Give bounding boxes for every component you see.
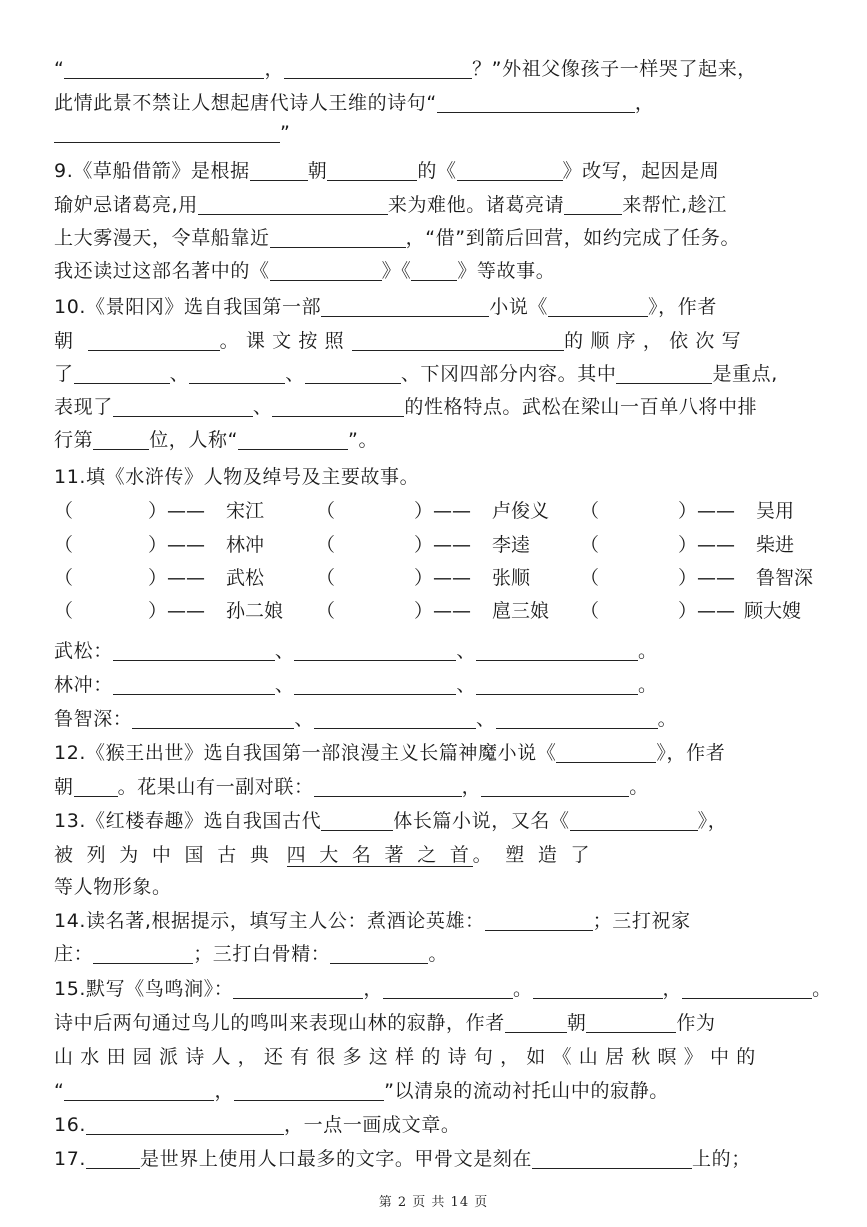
story-label: 鲁智深： [54, 708, 133, 730]
q16-text: 16. [54, 1114, 87, 1136]
answer-blank[interactable] [564, 194, 622, 215]
answer-blank[interactable] [533, 978, 663, 999]
character-name: 宋江 [226, 500, 265, 522]
q16-line [54, 1112, 820, 1138]
q14-text: 14.读名著,根据提示，填写主人公：煮酒论英雄： [54, 910, 485, 932]
bracket-open: （ [580, 500, 600, 522]
q13-text: 13.《红楼春趣》选自我国古代 [54, 810, 322, 832]
bracket-close-dash: ）—— [148, 500, 206, 522]
q9-text: 上大雾漫天，令草船靠近 [54, 227, 270, 249]
q10-line-5 [54, 427, 820, 453]
q15-text: 诗中后两句通过鸟儿的鸣叫来表现山林的寂静，作者 [54, 1012, 505, 1034]
end: 。 [638, 674, 658, 696]
bracket-open: （ [316, 567, 336, 589]
bracket-open: （ [54, 600, 74, 622]
character-name: 孙二娘 [226, 600, 284, 622]
q15-text: ”以清泉的流动衬托山中的寂静。 [384, 1080, 669, 1102]
answer-blank[interactable] [383, 978, 513, 999]
q9-text: 来帮忙,趁江 [622, 194, 727, 216]
q13-underlined-text: 四 大 名 著 之 首 [286, 844, 473, 866]
answer-blank[interactable] [532, 1148, 692, 1169]
q11-title: 11.填《水浒传》人物及绰号及主要故事。 [54, 466, 420, 488]
q13-text: 体长篇小说，又名《 [393, 810, 570, 832]
answer-blank[interactable] [234, 1080, 384, 1101]
q10-line-3 [54, 361, 820, 387]
q15-text: 作为 [676, 1012, 716, 1034]
end: 。 [657, 708, 678, 730]
q16-text: ，一点一画成文章。 [284, 1114, 461, 1136]
q12-line-2 [54, 774, 820, 800]
q15-line-3: 山 水 田 园 派 诗 人 ， 还 有 很 多 这 样 的 诗 句 ， 如 《 山 居 秋 暝 》 中 的 [54, 1046, 756, 1068]
q9-text: 瑜妒忌诸葛亮,用 [54, 194, 198, 216]
q15-text: 。 [512, 978, 533, 1000]
q9-text: 朝 [307, 160, 328, 182]
bracket-close-dash: ）—— [148, 567, 206, 589]
q12-text: 》，作者 [656, 742, 726, 764]
answer-blank[interactable] [93, 429, 149, 450]
character-name: 张顺 [492, 567, 531, 589]
q17-text: 17. [54, 1148, 87, 1170]
answer-blank[interactable] [556, 742, 656, 763]
q9-text: 来为难他。诸葛亮请 [387, 194, 565, 216]
answer-blank[interactable] [86, 1114, 284, 1135]
character-name: 吴用 [756, 500, 795, 522]
sep: 、 [274, 674, 295, 696]
q10-text: 、 [252, 396, 273, 418]
q9-line-3 [54, 225, 820, 251]
bracket-close-dash: ）—— [678, 500, 736, 522]
character-name: 顾大嫂 [744, 600, 802, 622]
q9-line-2 [54, 192, 820, 218]
page-number-footer: 第 2 页 共 14 页 [378, 1195, 489, 1210]
q15-text: ， [363, 978, 383, 1000]
bracket-open: （ [580, 600, 600, 622]
continuation-text: ？”外祖父像孩子一样哭了起来， [472, 58, 757, 80]
answer-blank[interactable] [284, 58, 472, 79]
bracket-close-dash: ）—— [678, 600, 736, 622]
q10-text: 的 顺 序 ， 依 次 写 [564, 330, 742, 352]
answer-blank[interactable] [570, 810, 698, 831]
character-name: 鲁智深 [756, 567, 814, 589]
answer-blank[interactable] [330, 943, 428, 964]
answer-blank[interactable] [238, 429, 348, 450]
answer-blank[interactable] [616, 363, 712, 384]
bracket-close-dash: ）—— [148, 600, 206, 622]
q10-text: 、 [285, 363, 305, 385]
q13-text: 。 塑 造 了 [472, 844, 594, 866]
answer-blank[interactable] [88, 330, 220, 351]
answer-blank[interactable] [476, 640, 638, 661]
answer-blank[interactable] [314, 776, 462, 797]
q9-text: ，“借”到箭后回营，如约完成了任务。 [405, 227, 741, 249]
character-name: 卢俊义 [492, 500, 550, 522]
q10-text: 位，人称“ [149, 429, 239, 451]
q10-line-2 [54, 328, 820, 354]
bracket-close-dash: ）—— [148, 534, 206, 556]
answer-blank[interactable] [314, 708, 476, 729]
answer-blank[interactable] [682, 978, 812, 999]
answer-blank[interactable] [411, 260, 457, 281]
q12-line-1 [54, 740, 820, 766]
bracket-close-dash: ）—— [414, 567, 472, 589]
quote-open: “ [54, 58, 65, 80]
answer-blank[interactable] [270, 227, 406, 248]
q9-text: 》改写，起因是周 [562, 160, 720, 182]
q14-text: 庄： [54, 943, 94, 965]
q13-line-3: 等人物形象。 [54, 876, 172, 898]
answer-blank[interactable] [113, 640, 275, 661]
continuation-line-1 [54, 56, 820, 82]
story-label: 林冲： [54, 674, 113, 696]
q17-line [54, 1146, 820, 1172]
q9-text: 》《 [381, 260, 412, 282]
q10-text: 行第 [54, 429, 94, 451]
character-name: 柴进 [756, 534, 795, 556]
q13-text: 》， [697, 810, 728, 832]
q14-line-1 [54, 908, 820, 934]
sep: 、 [294, 708, 315, 730]
q9-text: 我还读过这部名著中的《 [54, 260, 270, 282]
q10-line-4 [54, 394, 820, 420]
q9-line-1 [54, 158, 820, 184]
answer-blank[interactable] [457, 160, 563, 181]
answer-blank[interactable] [321, 296, 489, 317]
answer-blank[interactable] [132, 708, 294, 729]
bracket-open: （ [54, 567, 74, 589]
answer-blank[interactable] [54, 122, 280, 143]
q9-text: 》等故事。 [457, 260, 556, 282]
bracket-open: （ [316, 534, 336, 556]
continuation-text: 此情此景不禁让人想起唐代诗人王维的诗句“ [54, 92, 437, 114]
answer-blank[interactable] [198, 194, 388, 215]
q13-line-1 [54, 808, 820, 834]
answer-blank[interactable] [250, 160, 308, 181]
answer-blank[interactable] [586, 1012, 676, 1033]
story-label: 武松： [54, 640, 113, 662]
answer-blank[interactable] [272, 396, 404, 417]
answer-blank[interactable] [86, 1148, 140, 1169]
q15-text: 朝 [566, 1012, 587, 1034]
q9-text: 9.《草船借箭》是根据 [54, 160, 250, 182]
bracket-close-dash: ）—— [414, 534, 472, 556]
bracket-close-dash: ）—— [414, 500, 472, 522]
answer-blank[interactable] [476, 674, 638, 695]
q12-text: ， [461, 776, 482, 798]
bracket-open: （ [316, 600, 336, 622]
answer-blank[interactable] [327, 160, 417, 181]
q15-text: ， [214, 1080, 235, 1102]
q9-text: 的《 [417, 160, 457, 182]
answer-blank[interactable] [113, 674, 275, 695]
answer-blank[interactable] [548, 296, 648, 317]
comma: ， [634, 92, 655, 114]
bracket-close-dash: ）—— [414, 600, 472, 622]
character-name: 李逵 [492, 534, 531, 556]
q12-text: 。花果山有一副对联： [117, 776, 314, 798]
answer-blank[interactable] [233, 978, 363, 999]
comma: ， [264, 58, 285, 80]
answer-blank[interactable] [496, 708, 658, 729]
answer-blank[interactable] [294, 640, 456, 661]
q15-text: “ [54, 1080, 65, 1102]
q10-text: 的性格特点。武松在梁山一百单八将中排 [404, 396, 758, 418]
end: 。 [638, 640, 658, 662]
q10-text: 是重点, [712, 363, 778, 385]
q15-text: 15.默写《鸟鸣涧》： [54, 978, 234, 1000]
q10-text: 了 [54, 363, 74, 385]
q10-text: 表现了 [54, 396, 113, 418]
answer-blank[interactable] [481, 776, 629, 797]
q12-text: 12.《猴王出世》选自我国第一部浪漫主义长篇神魔小说《 [54, 742, 557, 764]
q10-text: 、下冈四部分内容。其中 [400, 363, 617, 385]
q15-line-1 [54, 976, 832, 1002]
q14-text: 。 [428, 943, 449, 965]
q10-text: 》，作者 [648, 296, 717, 318]
bracket-close-dash: ）—— [678, 534, 736, 556]
answer-blank[interactable] [352, 330, 564, 351]
q10-text: 小说《 [489, 296, 549, 318]
answer-blank[interactable] [189, 363, 285, 384]
answer-blank[interactable] [305, 363, 401, 384]
answer-blank[interactable] [74, 363, 170, 384]
continuation-line-2 [54, 90, 820, 116]
answer-blank[interactable] [74, 776, 118, 797]
answer-blank[interactable] [437, 92, 635, 113]
character-name: 武松 [226, 567, 265, 589]
answer-blank[interactable] [270, 260, 382, 281]
q12-text: 。 [629, 776, 649, 798]
sep: 、 [456, 674, 477, 696]
q10-text: 10.《景阳冈》选自我国第一部 [54, 296, 322, 318]
q10-text: 、 [169, 363, 190, 385]
answer-blank[interactable] [321, 810, 393, 831]
q12-text: 朝 [54, 776, 74, 798]
sep: 、 [274, 640, 295, 662]
bracket-open: （ [54, 534, 74, 556]
q11-story-linchong [54, 672, 820, 698]
sep: 、 [456, 640, 477, 662]
bracket-open: （ [54, 500, 74, 522]
bracket-open: （ [316, 500, 336, 522]
q10-text: ”。 [348, 429, 379, 451]
q15-line-2 [54, 1010, 820, 1036]
answer-blank[interactable] [485, 910, 593, 931]
q10-text: 朝 [54, 330, 74, 352]
q10-line-1 [54, 294, 820, 320]
continuation-line-3 [54, 120, 820, 146]
q13-line-2 [54, 842, 820, 868]
answer-blank[interactable] [64, 1080, 214, 1101]
answer-blank[interactable] [294, 674, 456, 695]
q15-text: ， [662, 978, 683, 1000]
character-name: 林冲 [226, 534, 265, 556]
q17-text: 上的； [692, 1148, 751, 1170]
q9-line-4 [54, 258, 820, 284]
quote-close: ” [280, 122, 291, 144]
q10-text: 。 课 文 按 照 [219, 330, 345, 352]
answer-blank[interactable] [64, 58, 264, 79]
q11-story-luzhishen [54, 706, 820, 732]
q11-nickname-grid [54, 498, 820, 630]
answer-blank[interactable] [113, 396, 253, 417]
answer-blank[interactable] [505, 1012, 567, 1033]
q13-text: 被 列 为 中 国 古 典 [54, 844, 273, 866]
q15-text: 。 [812, 978, 832, 1000]
q14-text: ；三打祝家 [592, 910, 691, 932]
bracket-close-dash: ）—— [678, 567, 736, 589]
bracket-open: （ [580, 534, 600, 556]
q14-text: ；三打白骨精： [193, 943, 331, 965]
q15-line-4 [54, 1078, 820, 1104]
character-name: 扈三娘 [492, 600, 550, 622]
q14-line-2 [54, 941, 820, 967]
q11-story-wusong [54, 638, 820, 664]
answer-blank[interactable] [93, 943, 193, 964]
bracket-open: （ [580, 567, 600, 589]
sep: 、 [476, 708, 496, 730]
q17-text: 是世界上使用人口最多的文字。甲骨文是刻在 [140, 1148, 533, 1170]
